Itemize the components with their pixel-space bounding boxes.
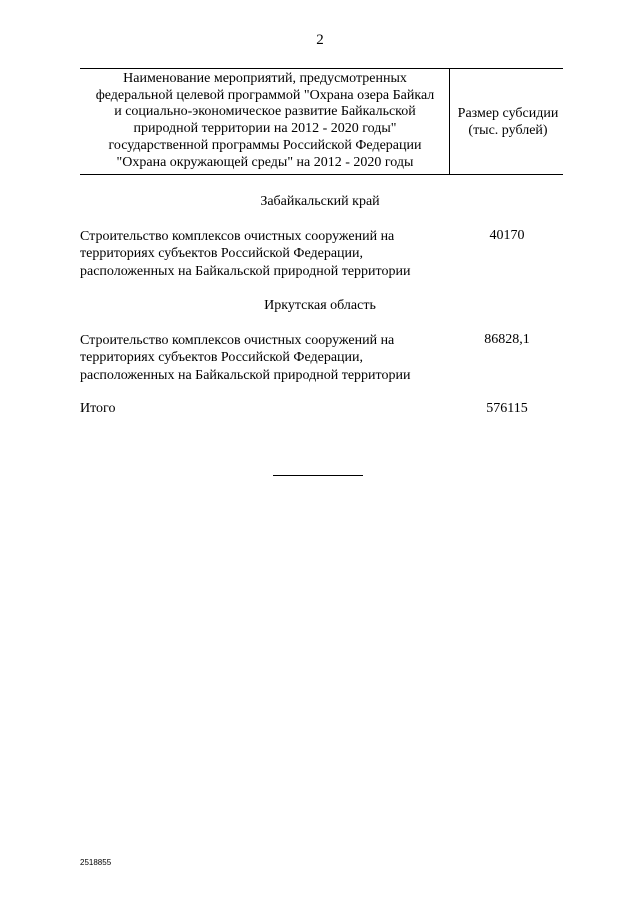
document-code: 2518855 <box>80 858 112 867</box>
table-header-bottom-border <box>80 174 563 175</box>
activity-description: Строительство комплексов очистных сооружений на территориях субъектов Российской Федерации, расположенных на Байкальской природной территории <box>80 229 411 279</box>
activity-description: Строительство комплексов очистных сооружений на территориях субъектов Российской Федерации, расположенных на Байкальской природной территории <box>80 333 411 383</box>
page-number: 2 <box>316 32 324 48</box>
header-activities: Наименование мероприятий, предусмотренных федеральной целевой программой "Охрана озера Байкал и социально-экономическое развитие Байкальской природной территории на 2012 - 2020 годы" государственной программы Российской Федерации "Охрана окружающей среды" на 2012 - 2020 годы <box>95 71 435 170</box>
total-label: Итого <box>80 401 116 416</box>
subsidy-amount: 86828,1 <box>484 332 530 347</box>
total-amount: 576115 <box>486 401 528 416</box>
header-subsidy-amount: Размер субсидии (тыс. рублей) <box>457 106 559 138</box>
region-heading: Забайкальский край <box>260 194 380 209</box>
end-separator <box>273 475 363 476</box>
table-top-border <box>80 68 563 69</box>
region-heading: Иркутская область <box>264 298 376 313</box>
subsidy-amount: 40170 <box>489 228 525 243</box>
